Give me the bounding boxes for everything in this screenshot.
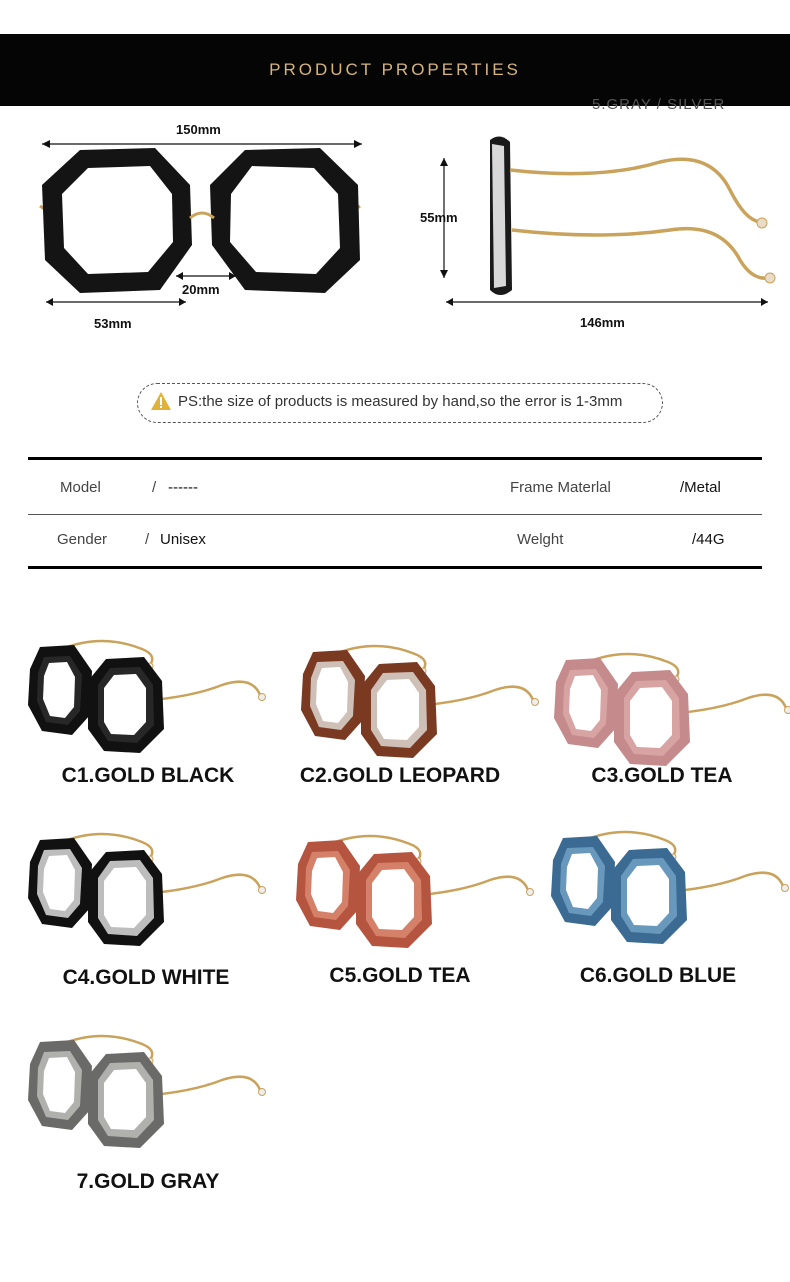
weight-label: Welght [517, 531, 564, 548]
weight-value: /44G [692, 531, 725, 548]
page-title: PRODUCT PROPERTIES [269, 60, 521, 79]
variant-glasses-image [22, 1030, 272, 1155]
lens-width-label: 53mm [94, 316, 132, 331]
warning-icon [150, 391, 172, 411]
variant-glasses-image [22, 828, 272, 953]
note-text: PS:the size of products is measured by hand,so the error is 1-3mm [178, 393, 623, 410]
gender-sep: / [145, 531, 150, 548]
variant-label: C4.GOLD WHITE [62, 966, 230, 989]
table-bottom-rule [28, 566, 762, 569]
variant-glasses-image [548, 648, 790, 773]
variant-glasses-image [290, 830, 540, 955]
cropped-caption: 5.GRAY / SILVER [592, 96, 726, 113]
total-width-label: 150mm [176, 122, 221, 137]
variant-label: C6.GOLD BLUE [579, 964, 737, 987]
model-label: Model [60, 479, 101, 496]
model-value: ------ [168, 479, 198, 496]
table-mid-rule [28, 514, 762, 515]
variant-glasses-image [295, 640, 545, 765]
bridge-width-label: 20mm [182, 282, 220, 297]
gender-label: Gender [57, 531, 108, 548]
table-top-rule [28, 457, 762, 460]
variant-glasses-image [22, 635, 272, 760]
material-value: /Metal [680, 479, 721, 496]
material-label: Frame Materlal [510, 479, 611, 496]
variant-label: C5.GOLD TEA [329, 964, 471, 987]
variant-label: C2.GOLD LEOPARD [299, 764, 501, 787]
lens-height-label: 55mm [420, 210, 458, 225]
model-sep: / [152, 479, 157, 496]
variant-glasses-image [545, 826, 790, 951]
front-view-glasses [0, 110, 400, 340]
temple-length-label: 146mm [580, 315, 625, 330]
variant-label: C3.GOLD TEA [591, 764, 733, 787]
side-view-glasses [400, 110, 790, 340]
gender-value: Unisex [160, 531, 206, 548]
variant-label: C1.GOLD BLACK [61, 764, 235, 787]
variant-label: 7.GOLD GRAY [76, 1170, 220, 1193]
